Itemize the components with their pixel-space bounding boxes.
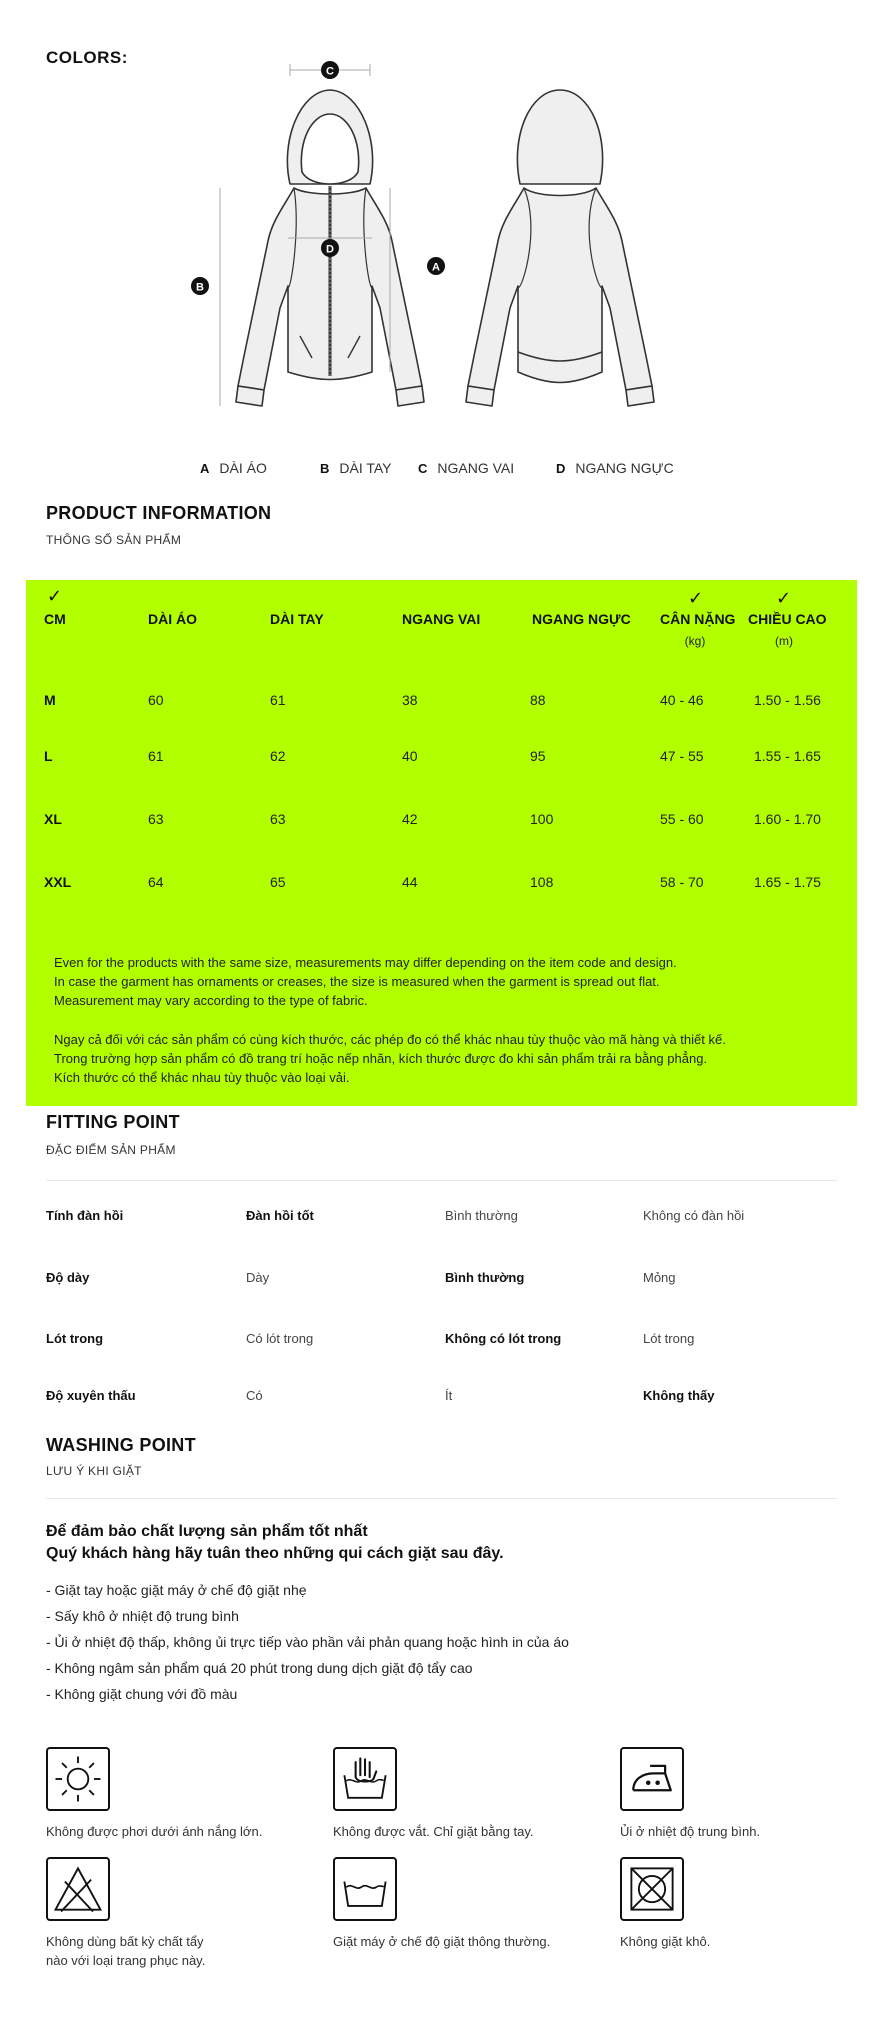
svg-text:D: D [326,243,334,256]
washing-heading: Để đảm bảo chất lượng sản phẩm tốt nhất Quý khách hàng hãy tuân theo những qui cách giặt sau đây. [46,1523,504,1562]
col-header-ngang-nguc: NGANG NGỰC [532,611,631,627]
size-note-en: Even for the products with the same size, measurements may differ depending on the item code and design. In case the garment has ornaments or creases, the size is measured when the garment is spread out flat. Measurement may vary according to the type of fabric. [54,955,677,1008]
legend-c: C NGANG VAI [418,460,515,476]
col-header-ngang-vai: NGANG VAI [402,611,481,627]
col-header-dai-ao: DÀI ÁO [148,611,197,627]
col-header-can-nang: CÂN NẶNG [660,611,736,627]
product-info-title: PRODUCT INFORMATION [46,503,272,523]
washing-point-subtitle: LƯU Ý KHI GIẶT [46,1464,142,1478]
legend-b: B DÀI TAY [320,460,392,476]
svg-text:B: B [196,281,204,294]
check-icon: ✓ [688,588,704,608]
col-header-chieu-cao: CHIỀU CAO [748,611,827,627]
check-icon: ✓ [47,586,63,606]
washing-list-item: - Giặt tay hoặc giặt máy ở chế độ giặt nhẹ [46,1582,307,1598]
washing-list-item: - Ủi ở nhiệt độ thấp, không ủi trực tiếp vào phần vải phản quang hoặc hình in của áo [46,1634,569,1650]
col-header-cm: CM [44,611,66,627]
washing-list-item: - Sấy khô ở nhiệt độ trung bình [46,1608,239,1624]
fitting-point-title: FITTING POINT [46,1112,180,1132]
divider [46,1498,837,1499]
no-sun-icon [46,1747,110,1811]
size-table-panel [26,580,857,1106]
back-body [468,188,652,390]
iron-medium-icon [620,1747,684,1811]
care-caption: Giặt máy ở chế độ giặt thông thường. [333,1934,551,1949]
no-bleach-icon [46,1857,110,1921]
washing-list-item: - Không giặt chung với đồ màu [46,1686,238,1702]
hoodie-measurement-diagram [180,56,720,426]
hand-wash-icon [333,1747,397,1811]
care-caption: Không được vắt. Chỉ giặt bằng tay. [333,1824,534,1839]
care-caption: Không được phơi dưới ánh nắng lớn. [46,1824,263,1839]
care-caption: Ủi ở nhiệt độ trung bình. [620,1824,761,1839]
svg-text:C: C [326,65,334,78]
col-unit-kg: (kg) [684,634,706,648]
care-caption: Không giặt khô. [620,1934,711,1949]
back-hood [517,90,602,184]
check-icon: ✓ [776,588,792,608]
no-dry-clean-icon [620,1857,684,1921]
svg-text:A: A [432,261,440,274]
size-note-vi: Ngay cả đối với các sản phẩm có cùng kích thước, các phép đo có thể khác nhau tùy thuộc vào mã hàng và thiết kế. Trong trường hợp sản phẩm có đồ trang trí hoặc nếp nhăn, kích thước được đo khi sản phẩm trải ra bằng phẳng. Kích thước có thể khác nhau tùy thuộc vào loại vải. [54,1032,726,1085]
washing-point-title: WASHING POINT [46,1435,196,1455]
washing-list-item: - Không ngâm sản phẩm quá 20 phút trong dung dịch giặt độ tẩy cao [46,1660,473,1676]
product-info-subtitle: THÔNG SỐ SẢN PHẨM [46,533,182,547]
colors-title: COLORS: [46,48,128,67]
fitting-point-subtitle: ĐẶC ĐIỂM SẢN PHẨM [46,1143,176,1157]
legend-d: D NGANG NGỰC [556,460,674,476]
col-header-dai-tay: DÀI TAY [270,611,324,627]
legend-a: A DÀI ÁO [200,460,267,476]
divider [46,1180,837,1181]
col-unit-m: (m) [775,634,793,648]
machine-wash-icon [333,1857,397,1921]
care-caption: Không dùng bất kỳ chất tẩy nào với loại trang phục này. [46,1934,206,1968]
